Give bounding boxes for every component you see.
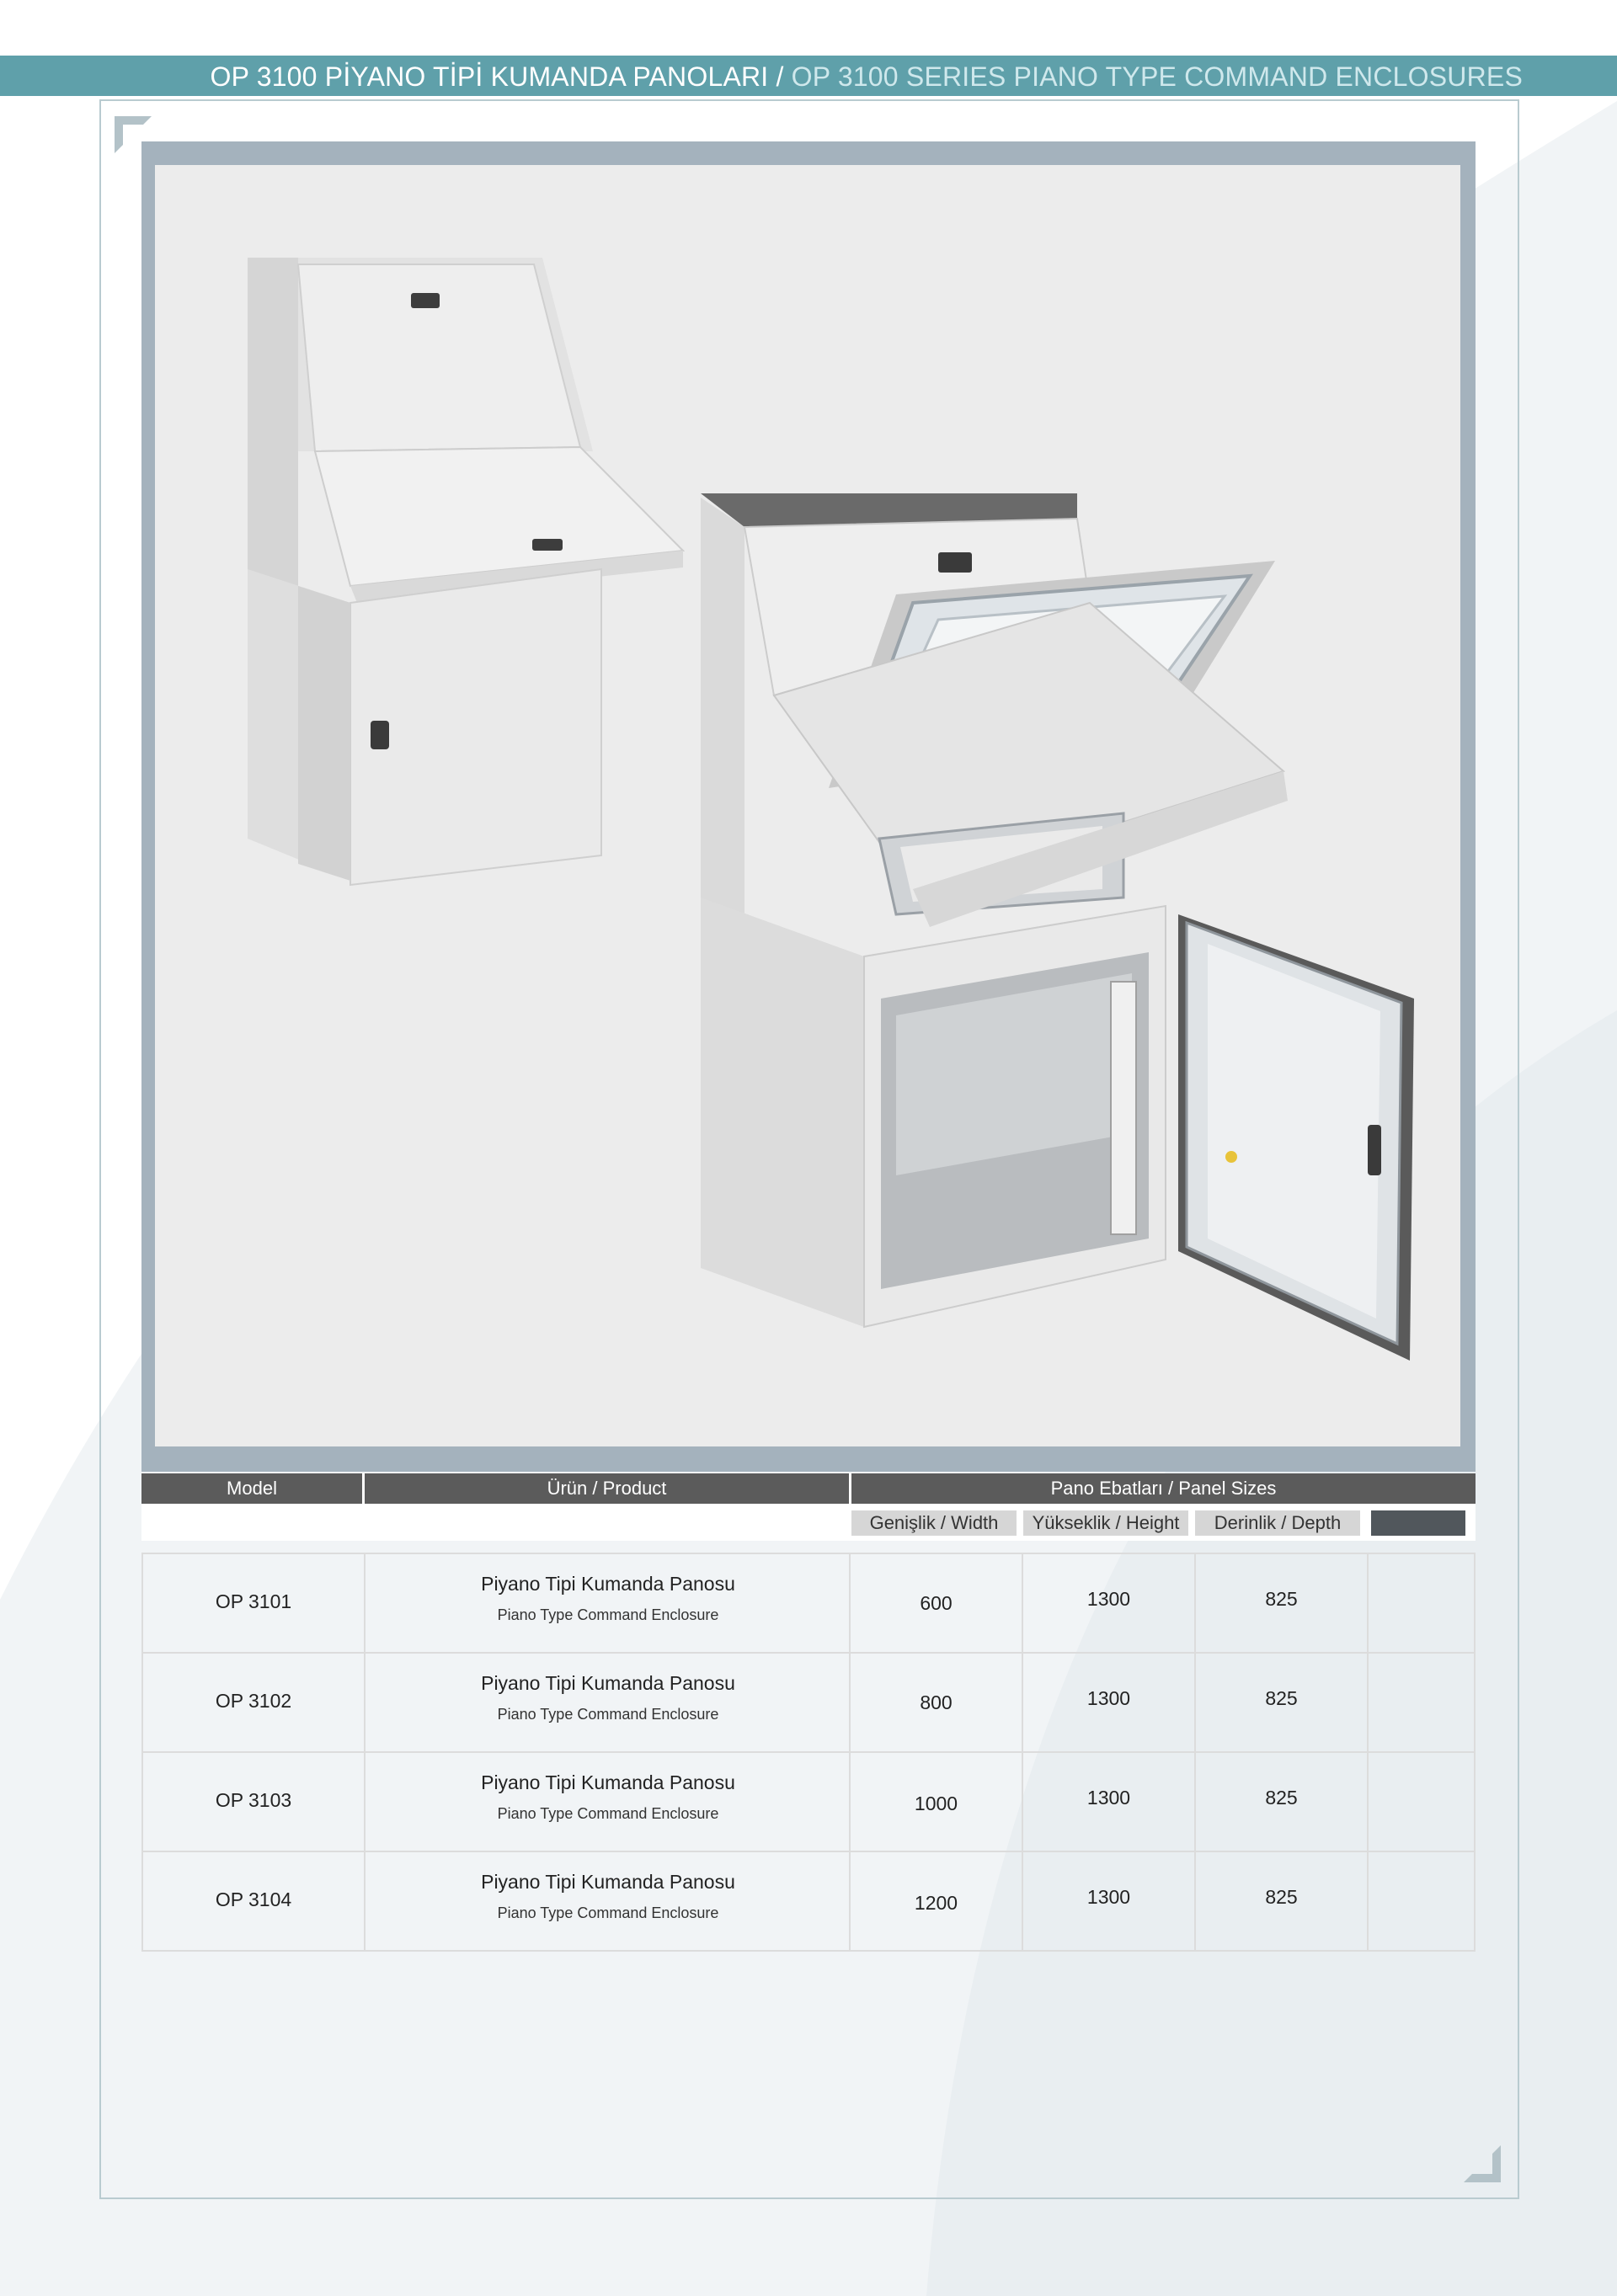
cell-product	[364, 1753, 851, 1851]
width-value: 600	[920, 1592, 953, 1614]
height-value: 1300	[1086, 1886, 1131, 1908]
cell-blank	[1367, 1852, 1476, 1950]
table-row	[143, 1654, 1474, 1753]
subheader-width: Genişlik / Width	[851, 1510, 1017, 1536]
piano-type-enclosure-photo-icon	[155, 165, 1460, 1446]
cell-width	[849, 1852, 1022, 1950]
model-text: OP 3103	[215, 1789, 292, 1811]
corner-mark-bottom-right-icon	[1460, 2142, 1501, 2182]
product-name-en: Piano Type Command Enclosure	[497, 1805, 719, 1822]
table-body	[141, 1553, 1476, 1952]
subheader-blank	[1371, 1510, 1465, 1536]
cell-product	[364, 1554, 851, 1652]
height-value: 1300	[1086, 1687, 1131, 1709]
cell-width	[849, 1554, 1022, 1652]
cell-depth	[1194, 1852, 1367, 1950]
depth-value: 825	[1265, 1687, 1298, 1709]
product-name-tr: Piyano Tipi Kumanda Panosu	[481, 1871, 735, 1893]
cell-blank	[1367, 1753, 1476, 1851]
page-title	[211, 62, 1523, 91]
cell-depth	[1194, 1554, 1367, 1652]
subheader-height: Yükseklik / Height	[1023, 1510, 1188, 1536]
cell-height	[1022, 1753, 1194, 1851]
cell-blank	[1367, 1554, 1476, 1652]
cell-model	[143, 1654, 364, 1751]
closed-enclosure	[248, 258, 683, 885]
cell-model	[143, 1554, 364, 1652]
cell-depth	[1194, 1654, 1367, 1751]
title-english: OP 3100 SERIES PIANO TYPE COMMAND ENCLOSURES	[791, 61, 1523, 92]
title-turkish: OP 3100 PİYANO TİPİ KUMANDA PANOLARI	[210, 61, 769, 92]
width-value: 800	[920, 1691, 953, 1713]
product-table	[141, 1473, 1476, 1952]
cell-model	[143, 1852, 364, 1950]
cell-depth	[1194, 1753, 1367, 1851]
table-subheader	[141, 1504, 1476, 1541]
table-header	[141, 1473, 1476, 1504]
open-enclosure	[701, 493, 1414, 1361]
depth-value: 825	[1265, 1886, 1298, 1908]
corner-mark-top-left-icon	[115, 116, 155, 157]
depth-value: 825	[1265, 1787, 1298, 1809]
height-value: 1300	[1086, 1787, 1131, 1809]
model-text: OP 3101	[215, 1590, 292, 1612]
width-value: 1200	[914, 1892, 958, 1914]
header-bar	[0, 56, 1617, 96]
table-row	[143, 1554, 1474, 1654]
header-model: Model	[227, 1478, 277, 1499]
cell-product	[364, 1852, 851, 1950]
product-name-tr: Piyano Tipi Kumanda Panosu	[481, 1672, 735, 1694]
header-product: Ürün / Product	[547, 1478, 667, 1499]
width-value: 1000	[914, 1793, 958, 1814]
model-text: OP 3104	[215, 1888, 292, 1910]
model-text: OP 3102	[215, 1690, 292, 1712]
product-name-en: Piano Type Command Enclosure	[497, 1606, 719, 1623]
header-panel-sizes: Pano Ebatları / Panel Sizes	[1050, 1478, 1277, 1499]
cell-height	[1022, 1654, 1194, 1751]
cell-width	[849, 1654, 1022, 1751]
height-value: 1300	[1086, 1588, 1131, 1610]
subheader-depth: Derinlik / Depth	[1195, 1510, 1360, 1536]
depth-value: 825	[1265, 1588, 1298, 1610]
cell-height	[1022, 1852, 1194, 1950]
cell-height	[1022, 1554, 1194, 1652]
table-row	[143, 1852, 1474, 1952]
table-row	[143, 1753, 1474, 1852]
product-name-en: Piano Type Command Enclosure	[497, 1706, 719, 1723]
cell-blank	[1367, 1654, 1476, 1751]
cell-model	[143, 1753, 364, 1851]
product-name-en: Piano Type Command Enclosure	[497, 1904, 719, 1921]
cell-product	[364, 1654, 851, 1751]
product-photo-frame	[141, 141, 1476, 1472]
cell-width	[849, 1753, 1022, 1851]
product-photo	[155, 165, 1460, 1446]
title-separator: /	[768, 61, 792, 92]
product-name-tr: Piyano Tipi Kumanda Panosu	[481, 1771, 735, 1793]
product-name-tr: Piyano Tipi Kumanda Panosu	[481, 1573, 735, 1595]
